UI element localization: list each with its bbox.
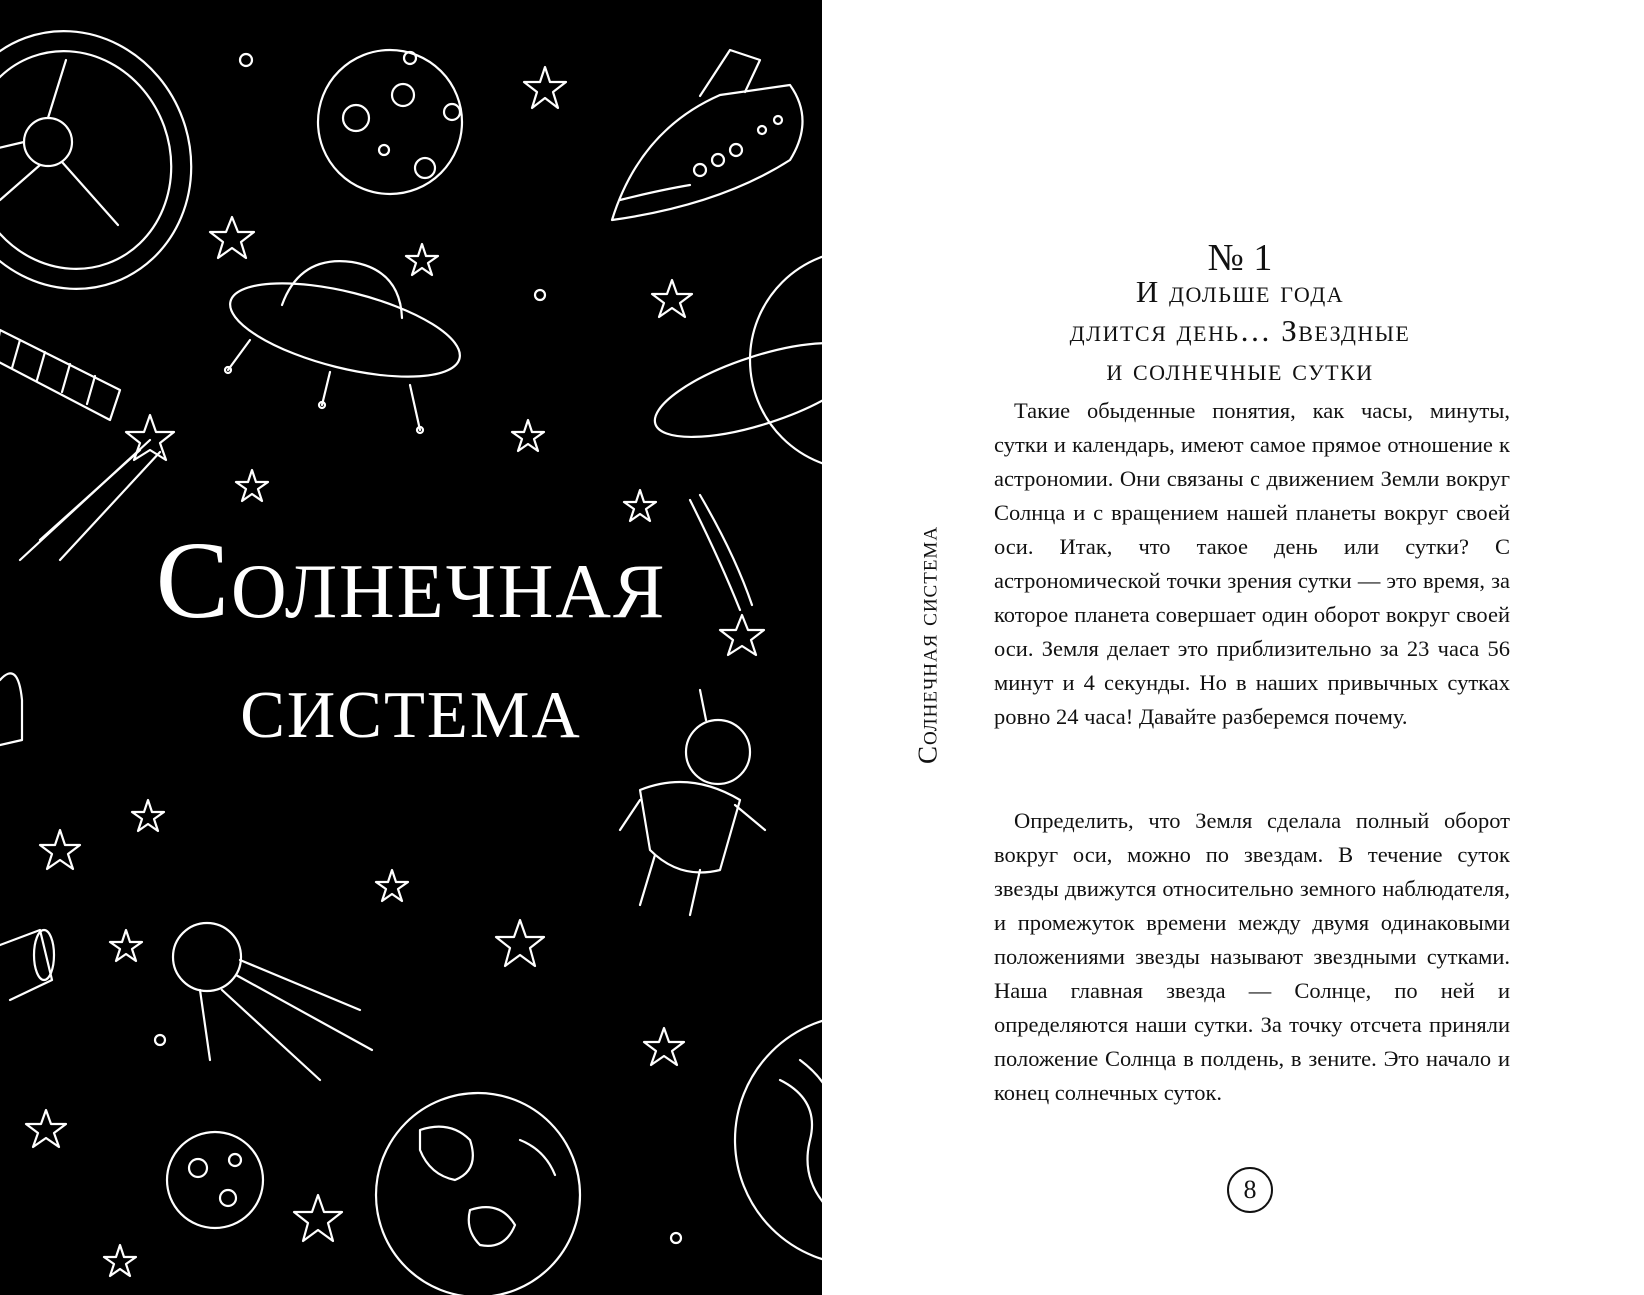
chapter-title [1000,272,1480,389]
paragraph-2 [994,804,1510,1110]
page-number: 8 [1227,1167,1273,1213]
moon-icon [167,1132,263,1228]
chapter-title-line: И дольше года [1135,274,1345,309]
telescope-icon [0,930,54,1000]
shuttle-icon [612,50,803,220]
ufo-icon [221,261,468,433]
space-station-icon [0,0,227,323]
paragraph-1 [994,394,1510,734]
earth-icon [376,1093,580,1295]
running-head [908,514,948,776]
chapter-number: № 1 [1207,237,1273,279]
chapter-title-line: и солнечные сутки [1106,352,1374,387]
paragraph-text: Такие обыденные понятия, как часы, минуты, сутки и календарь, имеют самое прямое отношение к астрономии. Они связаны с движением Земли вокруг Солнца и с вращением нашей планеты вокруг своей оси. Итак, что такое день или сутки? С астрономической точки зрения сутки — это время, за которое планета совершает один оборот вокруг своей оси. Земля делает это приблизительно за 23 часа 56 минут и 4 секунды. Но в наших привычных сутках ровно 24 часа! Давайте разберемся почему. [994,398,1510,729]
chapter-title-line: длится день… Звездные [1069,313,1411,348]
cover-title-line2: система [240,651,582,758]
satellite-panel-icon [0,330,120,420]
sputnik-icon [173,923,372,1080]
paragraph-text: Определить, что Земля сделала полный оборот вокруг оси, можно по звездам. В течение суток звезды движутся относительно земного наблюдателя, и промежуток времени между двумя одинаковыми положениями звезды называют звездными сутками. Наша главная звезда — Солнце, по ней и определяются наши сутки. За точку отсчета приняли положение Солнца в полдень, в зените. Это начало и конец солнечных суток. [994,808,1510,1105]
running-head-text: Солнечная система [912,525,943,765]
asteroid-icon [318,50,462,194]
cover-title-line1: Солнечная [155,519,667,641]
swirl-planet-icon [735,1015,822,1265]
